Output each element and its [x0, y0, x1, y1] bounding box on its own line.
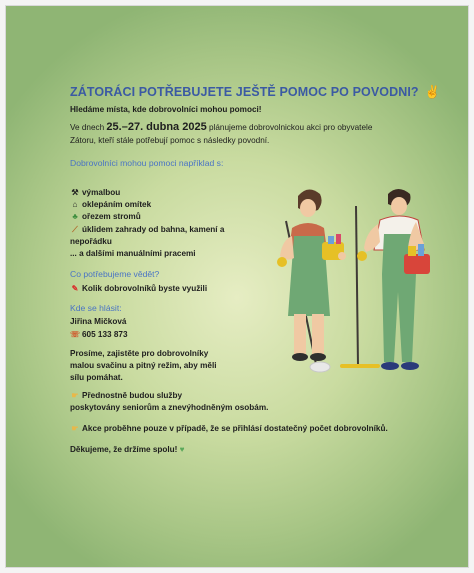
- flyer-page: [6, 6, 468, 567]
- request-text: Prosíme, zajistěte pro dobrovolníky malou svačinu a pitný režim, aby měli sílu pomáhat.: [70, 349, 217, 383]
- mop-base: [340, 364, 380, 368]
- need-item: ✎ Kolik dobrovolníků byste využili: [70, 283, 207, 295]
- mop-head: [310, 362, 330, 372]
- list-item: ⌂ oklepáním omítek: [70, 199, 270, 211]
- mop-handle-2: [356, 206, 358, 366]
- house-icon: ⌂: [72, 200, 78, 210]
- intro-line-1: Ve dnech 25.–27. dubna 2025 plánujeme dobrovolnickou akci pro obyvatele: [70, 121, 373, 133]
- subtitle: Hledáme místa, kde dobrovolníci mohou pomoci!: [70, 105, 262, 114]
- phone-icon: ☏: [70, 330, 81, 339]
- woman-cleaner: [277, 189, 346, 361]
- raised-hands-icon: ✌: [424, 85, 441, 99]
- man-cleaner: [357, 189, 430, 370]
- list-item: ... a dalšími manuálními pracemi: [70, 249, 196, 259]
- green-heart-icon: ♥: [179, 445, 185, 454]
- list-item: ⚒ výmalbou: [70, 187, 270, 199]
- tree-icon: ♣: [72, 212, 78, 222]
- intro-line-2: Zátoru, kteří stále potřebují pomoc s následky povodní.: [70, 136, 270, 145]
- broom-icon: ⟋: [72, 224, 78, 234]
- note-priority: ☛ Přednostně budou služby poskytovány seniorům a znevýhodněným osobám.: [70, 391, 269, 413]
- list-item: nepořádku: [70, 236, 112, 246]
- event-dates: 25.–27. dubna 2025: [106, 121, 207, 133]
- thanks-line: Děkujeme, že držíme spolu! ♥: [70, 445, 185, 454]
- cleaners-illustration: [258, 186, 438, 376]
- page-title: ZÁTORÁCI POTŘEBUJETE JEŠTĚ POMOC PO POVODNI? ✌: [70, 85, 441, 99]
- help-heading: Dobrovolníci mohou pomoci například s:: [70, 158, 224, 168]
- contact-phone: ☏ 605 133 873: [70, 329, 128, 341]
- list-item: ♣ ořezem stromů: [70, 211, 270, 223]
- pointing-hand-icon: ☛: [71, 391, 79, 400]
- need-heading: Co potřebujeme vědět?: [70, 269, 160, 279]
- pointing-hand-icon: ☛: [71, 424, 79, 433]
- contact-name: Jiřina Mičková: [70, 317, 127, 326]
- contact-heading: Kde se hlásit:: [70, 303, 122, 313]
- pushpin-icon: ✎: [71, 284, 79, 293]
- help-list: [70, 187, 270, 260]
- note-condition: ☛ Akce proběhne pouze v případě, že se přihlásí dostatečný počet dobrovolníků.: [70, 423, 388, 435]
- tools-icon: ⚒: [71, 188, 79, 197]
- list-item: ⟋ úklidem zahrady od bahna, kamení a: [70, 224, 270, 236]
